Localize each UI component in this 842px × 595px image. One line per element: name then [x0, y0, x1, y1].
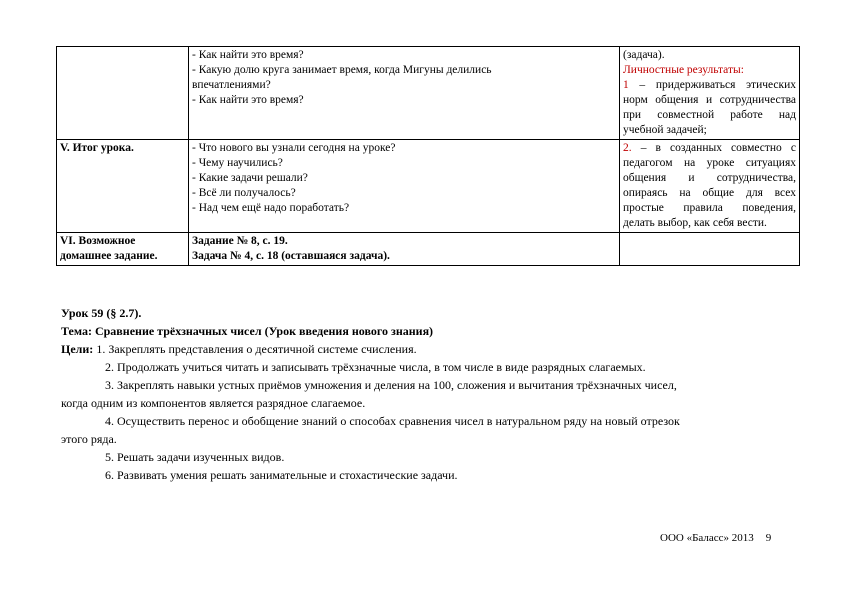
results-cell: [620, 47, 800, 140]
topic-text: Сравнение трёхзначных чисел (Урок введения нового знания): [91, 324, 434, 338]
question: - Над чем ещё надо поработать?: [192, 202, 350, 214]
table-row: [57, 47, 800, 140]
question: - Какую долю круга занимает время, когда Мигуны делились: [192, 64, 492, 76]
question: - Чему научились?: [192, 157, 283, 169]
question: впечатлениями?: [192, 79, 271, 91]
results-cell: [620, 233, 800, 266]
goal-line: [61, 340, 801, 358]
goal-line: 6. Развивать умения решать занимательные и стохастические задачи.: [105, 468, 458, 482]
results-cell: [620, 140, 800, 233]
results-number: 1: [623, 79, 629, 91]
content-cell: [189, 140, 620, 233]
results-text: (задача).: [623, 49, 665, 61]
stage-cell: [57, 47, 189, 140]
lesson-table: [56, 46, 800, 266]
question: - Как найти это время?: [192, 49, 304, 61]
goals-label: Цели:: [61, 342, 94, 356]
goal-line: когда одним из компонентов является разрядное слагаемое.: [61, 396, 366, 410]
goal-line: этого ряда.: [61, 432, 117, 446]
lesson-description: [61, 304, 801, 484]
homework-item: Задача № 4, с. 18 (оставшаяся задача).: [192, 250, 390, 262]
table-row: [57, 233, 800, 266]
page-number: 9: [765, 532, 772, 544]
publisher: ООО «Баласс» 2013: [660, 532, 754, 544]
goal-text: 1. Закреплять представления о десятичной системе счисления.: [93, 342, 417, 356]
question: - Какие задачи решали?: [192, 172, 308, 184]
goal-line: 3. Закреплять навыки устных приёмов умножения и деления на 100, сложения и вычитания трёхзначных чисел,: [105, 378, 677, 392]
lesson-topic: [61, 322, 801, 340]
content-cell: [189, 233, 620, 266]
question: - Как найти это время?: [192, 94, 304, 106]
topic-label: Тема:: [61, 324, 92, 338]
page-footer: [660, 532, 771, 544]
table-row: [57, 140, 800, 233]
goal-line: 2. Продолжать учиться читать и записывать трёхзначные числа, в том числе в виде разрядных слагаемых.: [105, 360, 646, 374]
question: - Что нового вы узнали сегодня на уроке?: [192, 142, 396, 154]
results-text: – придерживаться этических норм общения и сотрудничества при совместной работе над учебной задачей;: [623, 79, 796, 136]
homework-item: Задание № 8, с. 19.: [192, 235, 288, 247]
results-heading: Личностные результаты:: [623, 64, 744, 76]
lesson-title: Урок 59 (§ 2.7).: [61, 306, 142, 320]
results-text: – в созданных совместно с педагогом на уроке ситуациях общения и сотрудничества, опираясь на общие для всех простые правила поведения, делать выбор, как себя вести.: [623, 142, 796, 229]
goal-line: 5. Решать задачи изученных видов.: [105, 450, 285, 464]
stage-cell: VI. Возможное домашнее задание.: [57, 233, 189, 266]
question: - Всё ли получалось?: [192, 187, 296, 199]
goal-line: 4. Осуществить перенос и обобщение знаний о способах сравнения чисел в натуральном ряду на новый отрезок: [105, 414, 680, 428]
content-cell: [189, 47, 620, 140]
stage-cell: V. Итог урока.: [57, 140, 189, 233]
results-number: 2.: [623, 142, 632, 154]
